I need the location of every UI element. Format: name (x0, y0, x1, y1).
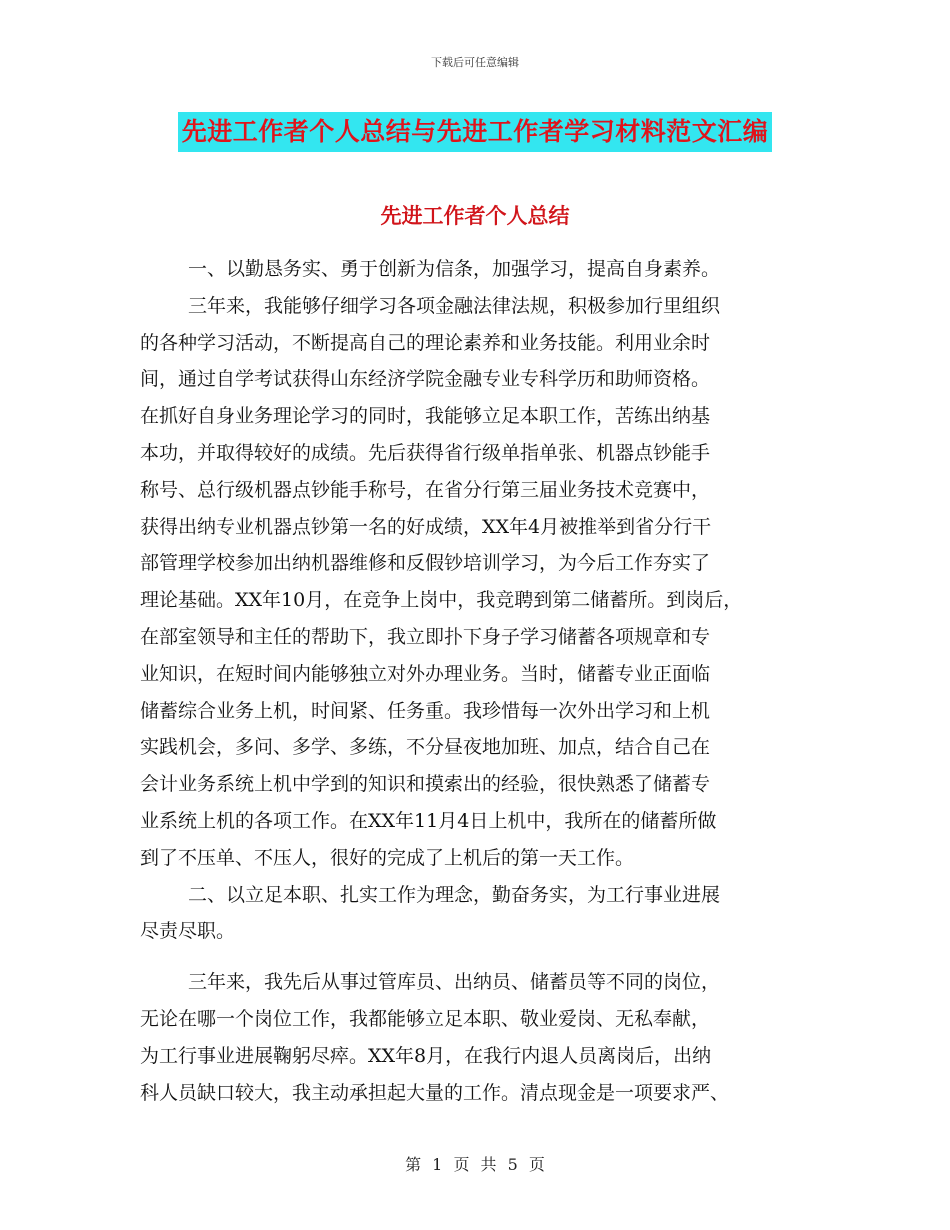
section-title: 先进工作者个人总结 (380, 203, 570, 228)
paragraph-line: 在部室领导和主任的帮助下，我立即扑下身子学习储蓄各项规章和专 (140, 625, 711, 648)
heading-line-2-cont: 尽责尽职。 (140, 920, 236, 943)
paragraph-line: 为工行事业进展鞠躬尽瘁。XX年8月，在我行内退人员离岗后，出纳 (140, 1044, 712, 1067)
document-body (140, 251, 830, 1111)
heading-line-2: 二、以立足本职、扎实工作为理念，勤奋务实，为工行事业进展 (188, 883, 721, 906)
paragraph-line: 实践机会，多问、多学、多练，不分昼夜地加班、加点，结合自己在 (140, 736, 711, 759)
paragraph-line: 业知识，在短时间内能够独立对外办理业务。当时，储蓄专业正面临 (140, 662, 711, 685)
paragraph-line: 理论基础。XX年10月，在竞争上岗中，我竞聘到第二储蓄所。到岗后， (140, 589, 743, 612)
paragraph-line: 称号、总行级机器点钞能手称号，在省分行第三届业务技术竞赛中， (140, 478, 711, 501)
paragraph-line: 间，通过自学考试获得山东经济学院金融专业专科学历和助师资格。 (140, 368, 711, 391)
paragraph-line: 业系统上机的各项工作。在XX年11月4日上机中，我所在的储蓄所做 (140, 809, 717, 832)
paragraph-gap (140, 950, 830, 964)
heading-line-1: 一、以勤恳务实、勇于创新为信条，加强学习，提高自身素养。 (188, 258, 721, 280)
paragraph-line: 科人员缺口较大，我主动承担起大量的工作。清点现金是一项要求严、 (140, 1081, 730, 1104)
paragraph-line: 在抓好自身业务理论学习的同时，我能够立足本职工作，苦练出纳基 (140, 405, 711, 428)
paragraph-line: 获得出纳专业机器点钞第一名的好成绩，XX年4月被推举到省分行干 (140, 515, 712, 538)
document-title: 先进工作者个人总结与先进工作者学习材料范文汇编 (178, 112, 773, 152)
paragraph-line: 会计业务系统上机中学到的知识和摸索出的经验，很快熟悉了储蓄专 (140, 773, 711, 796)
paragraph-line: 到了不压单、不压人，很好的完成了上机后的第一天工作。 (140, 846, 635, 869)
paragraph-line: 部管理学校参加出纳机器维修和反假钞培训学习，为今后工作夯实了 (140, 552, 711, 575)
paragraph-line: 无论在哪一个岗位工作，我都能够立足本职、敬业爱岗、无私奉献， (140, 1007, 711, 1030)
header-note: 下载后可任意编辑 (431, 56, 519, 69)
paragraph-line: 的各种学习活动，不断提高自己的理论素养和业务技能。利用业余时 (140, 331, 711, 354)
title-wrap (0, 112, 950, 152)
paragraph-line: 储蓄综合业务上机，时间紧、任务重。我珍惜每一次外出学习和上机 (140, 699, 711, 722)
paragraph-line: 本功，并取得较好的成绩。先后获得省行级单指单张、机器点钞能手 (140, 441, 711, 464)
paragraph-line: 三年来，我先后从事过管库员、出纳员、储蓄员等不同的岗位， (188, 971, 721, 994)
page-footer: 第 1 页 共 5 页 (405, 1155, 545, 1174)
paragraph-line: 三年来，我能够仔细学习各项金融法律法规，积极参加行里组织 (188, 294, 721, 317)
